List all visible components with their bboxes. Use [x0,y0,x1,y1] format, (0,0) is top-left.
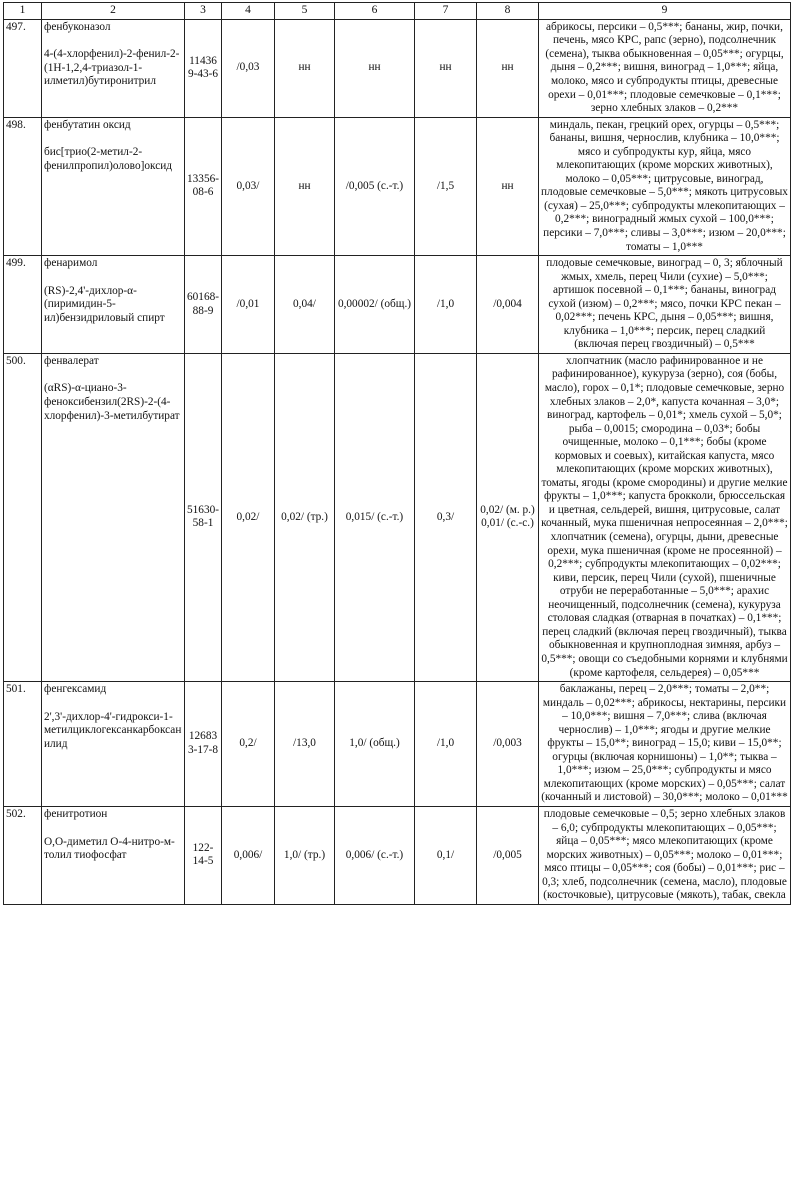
value-col7: /1,0 [415,682,477,807]
value-col8: /0,005 [477,806,539,904]
table-row [4,256,791,354]
table-row [4,806,791,904]
cas-number: 122-14-5 [185,806,222,904]
cas-number: 51630-58-1 [185,353,222,681]
header-cell: 4 [222,3,275,20]
residue-limits: плодовые семечковые, виноград – 0, 3; яблочный жмых, хмель, перец Чили (сухие) – 5,0***; артишок посевной – 0,1***; бананы, виноград сухой (изюм) – 0,2***; мясо, почки КРС пекан – 0,02***; печень КРС, дыня – 0,05***; вишня, клубника – 1,0***; персик, перец сладкий (включая перец гвоздичный) – 0,5*** [539,256,791,354]
cas-number: 126833-17-8 [185,682,222,807]
value-col4: 0,03/ [222,117,275,255]
substance-cell [42,806,185,904]
substance-cell [42,19,185,117]
header-cell: 3 [185,3,222,20]
row-number: 499. [4,256,42,354]
substance-name: фенбуконазол [44,20,111,33]
value-col8: 0,02/ (м. р.) 0,01/ (с.-с.) [477,353,539,681]
cas-number: 114369-43-6 [185,19,222,117]
cas-number: 60168-88-9 [185,256,222,354]
header-cell: 6 [335,3,415,20]
value-col4: 0,2/ [222,682,275,807]
chemical-name: (αRS)-α-циано-3-феноксибензил(2RS)-2-(4-хлорфенил)-3-метилбутират [44,382,180,422]
value-col8: /0,003 [477,682,539,807]
value-col8: нн [477,19,539,117]
table-row [4,19,791,117]
residue-limits: абрикосы, персики – 0,5***; бананы, жир, почки, печень, мясо КРС, рапс (зерно), подсолнечник (семена), тыква обыкновенная – 0,05***; огурцы, дыня – 0,2***; вишня, виноград – 1,0***; яйца, молоко, мясо и субпродукты птицы, древесные орехи – 0,01***; плодовые семечковые – 0,1***; зерно хлебных злаков – 0,2*** [539,19,791,117]
value-col7: /1,5 [415,117,477,255]
chemical-name: O,O-диметил O-4-нитро-м-толил тиофосфат [44,835,175,862]
value-col6: нн [335,19,415,117]
value-col7: 0,1/ [415,806,477,904]
value-col8: нн [477,117,539,255]
substance-cell [42,682,185,807]
value-col8: /0,004 [477,256,539,354]
row-number: 501. [4,682,42,807]
value-col4: /0,03 [222,19,275,117]
residue-limits: хлопчатник (масло рафинированное и не рафинированное), кукуруза (зерно), соя (бобы, масло), горох – 0,1*; плодовые семечковые, зерно хлебных злаков – 2,0*, капуста кочанная – 3,0*; виноград, картофель – 0,01*; хмель сухой – 5,0*; рыба – 0,0015; смородина – 0,03*; бобы очищенные, молоко – 0,1***; бобы (кроме кормовых и соевых), китайская капуста, мясо млекопитающих (кроме морских животных), томаты, ягоды (кроме смородины) и другие мелкие фрукты – 1,0***; капуста брокколи, брюссельская и цветная, сельдерей, вишня, цитрусовые, салат кочанный, мука пшеничная непросеянная – 2,0***; хлопчатник (семена), огурцы, дыни, древесные орехи, мука пшеничная (кроме не просеянной) – 0,2***; субпродукты млекопитающих – 0,02***; киви, персик, перец Чили (сухой), пшеничные отруби не переработанные – 5,0***; арахис неочищенный, подсолнечник (семена), кукуруза столовая сладкая (отварная в початках) – 0,1***; перец сладкий (включая перец гвоздичный), тыква обыкновенная и крупноплодная зимняя, арбуз – 0,5***; овощи со съедобными корнями и клубнями (кроме картофеля, сельдерея) – 0,05*** [539,353,791,681]
chemical-name: (RS)-2,4'-дихлор-α-(пиримидин-5-ил)бензидриловый спирт [44,284,165,324]
value-col5: /13,0 [275,682,335,807]
substance-cell [42,256,185,354]
value-col5: 0,02/ (тр.) [275,353,335,681]
value-col7: /1,0 [415,256,477,354]
table-row [4,353,791,681]
substance-name: фенбутатин оксид [44,118,131,131]
value-col6: /0,005 (с.-т.) [335,117,415,255]
header-cell: 9 [539,3,791,20]
row-number: 502. [4,806,42,904]
header-row [4,3,791,20]
value-col6: 1,0/ (общ.) [335,682,415,807]
header-cell: 1 [4,3,42,20]
value-col7: нн [415,19,477,117]
substance-cell [42,117,185,255]
value-col4: 0,006/ [222,806,275,904]
chemical-name: 2',3'-дихлор-4'-гидрокси-1-метилциклогексанкарбоксанилид [44,710,182,750]
value-col6: 0,006/ (с.-т.) [335,806,415,904]
residue-limits-table [3,2,791,905]
substance-name: фенвалерат [44,354,99,367]
row-number: 498. [4,117,42,255]
row-number: 500. [4,353,42,681]
value-col5: 1,0/ (тр.) [275,806,335,904]
substance-name: фенитротион [44,807,108,820]
substance-cell [42,353,185,681]
header-cell: 7 [415,3,477,20]
substance-name: фенгексамид [44,683,107,696]
table-row [4,117,791,255]
chemical-name: бис[трио(2-метил-2-фенилпропил)олово]оксид [44,146,173,172]
value-col6: 0,015/ (с.-т.) [335,353,415,681]
value-col6: 0,00002/ (общ.) [335,256,415,354]
cas-number: 13356-08-6 [185,117,222,255]
value-col7: 0,3/ [415,353,477,681]
value-col4: 0,02/ [222,353,275,681]
table-row [4,682,791,807]
residue-limits: баклажаны, перец – 2,0***; томаты – 2,0**; миндаль – 0,02***; абрикосы, нектарины, персики – 10,0***; вишня – 7,0***; слива (включая чернослив) – 1,0***; ягоды и другие мелкие фрукты – 15,0**; виноград – 15,0; киви – 15,0**; огурцы (включая корнишоны) – 1,0**; тыква – 1,0***; изюм – 25,0***; субпродукты и мясо млекопитающих (кроме морских) – 0,05***; салат (кочанный и листовой) – 30,0***; молоко – 0,01*** [539,682,791,807]
residue-limits: плодовые семечковые – 0,5; зерно хлебных злаков – 6,0; субпродукты млекопитающих – 0,05***; яйца – 0,05***; мясо млекопитающих (кроме морских животных) – 0,05***; молоко – 0,01***; мясо птицы – 0,05***; соя (бобы) – 0,01***; рис – 0,3; хлеб, подсолнечник (семена, масло), плодовые (косточковые), цитрусовые (мякоть), табак, свекла [539,806,791,904]
residue-limits: миндаль, пекан, грецкий орех, огурцы – 0,5***; бананы, вишня, чернослив, клубника – 10,0***; мясо и субпродукты кур, яйца, мясо млекопитающих (кроме морских животных), молоко – 0,05***; цитрусовые, виноград, плодовые семечковые – 5,0***; мякоть цитрусовых (сухая) – 25,0***; субпродукты млекопитающих – 0,2***; виноградный жмых сухой – 100,0***; персики – 7,0***; сливы – 3,0***; изюм – 20,0***; томаты – 1,0*** [539,117,791,255]
row-number: 497. [4,19,42,117]
header-cell: 2 [42,3,185,20]
chemical-name: 4-(4-хлорфенил)-2-фенил-2-(1Н-1,2,4-триазол-1-илметил)бутиронитрил [44,48,180,88]
value-col5: нн [275,117,335,255]
header-cell: 8 [477,3,539,20]
header-cell: 5 [275,3,335,20]
value-col5: 0,04/ [275,256,335,354]
value-col4: /0,01 [222,256,275,354]
substance-name: фенаримол [44,257,98,270]
value-col5: нн [275,19,335,117]
